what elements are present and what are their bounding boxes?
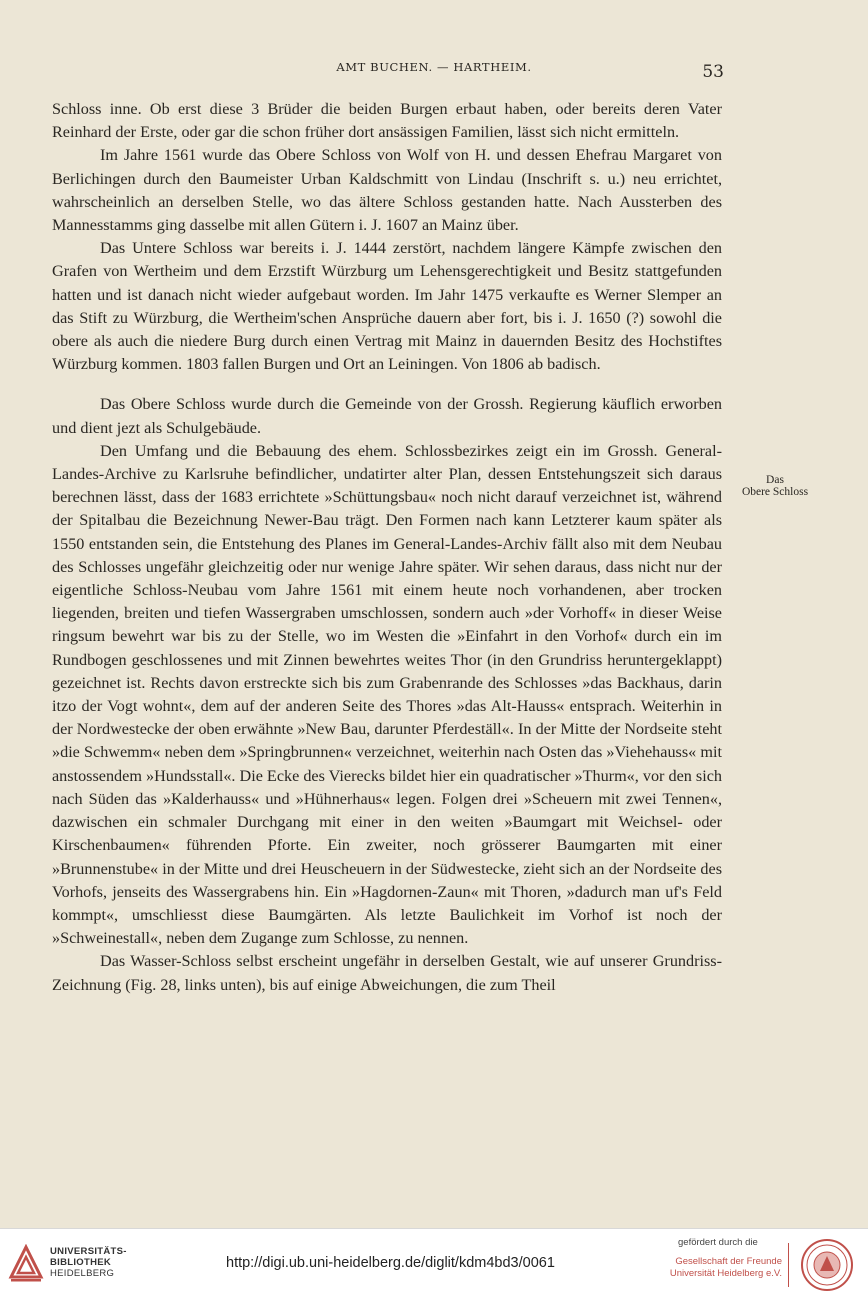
paragraph-1: Schloss inne. Ob erst diese 3 Brüder die beiden Burgen erbaut haben, oder bereits deren Vater Reinhard der Erste, oder gar die schon früher dort ansässigen Familien, lässt sich nicht ermitteln. [52,100,722,142]
sponsor-name [670,1256,782,1280]
body-text [52,98,722,997]
library-line-2: BIBLIOTHEK [50,1257,112,1268]
library-line-3: HEIDELBERG [50,1268,115,1279]
paragraph-3: Das Untere Schloss war bereits i. J. 1444 zerstört, nachdem längere Kämpfe zwischen den Grafen von Wertheim und dem Erzstift Würzburg um Lehensgerechtigkeit und Besitz stattgefunden hatten und ist danach nicht wieder aufgebaut worden. Im Jahr 1475 verkaufte es Werner Slemper an das Stift zu Würzburg, die Wertheim'schen Ansprüche dauern aber fort, bis i. J. 1650 (?) sowohl die obere als auch die niedere Burg durch einen Vertrag mit Mainz in dauernden Besitz des Hochstiftes Würzburg kommen. 1803 fallen Burgen und Ort an Leiningen. Von 1806 ab badisch. [52,239,722,374]
page-number: 53 [702,62,724,82]
running-header [0,60,868,82]
paragraph-5: Den Umfang und die Bebauung des ehem. Schlossbezirkes zeigt ein im Grossh. General-Landes-Archive zu Karlsruhe befindlicher, undatirter alter Plan, dessen Entstehungszeit sich daraus berechnen lässt, dass der 1683 errichtete »Schüttungsbau« noch nicht darauf verzeichnet ist, während der Spitalbau die Bezeichnung Newer-Bau trägt. Den Formen nach kann Letzterer kaum später als 1550 entstanden sein, die Entstehung des Planes im General-Landes-Archiv fällt also mit dem Neubau des Schlosses ungefähr gleichzeitig oder nur wenige Jahre später. Wir sehen daraus, dass nicht nur der eigentliche Schloss-Neubau vom Jahre 1561 mit einem heute noch vorhandenen, aber trocken liegenden, breiten und tiefen Wassergraben umschlossen, sondern auch »der Vorhoff« in dieser Weise ringsum bewehrt war bis zu der Stelle, wo im Westen die »Einfahrt in den Vorhof« durch ein im Rundbogen geschlossenes und mit Zinnen bewehrtes weites Thor (in den Grundriss heruntergeklappt) gezeichnet ist. Rechts davon erstreckte sich bis zum Grabenrande des Schlosses »das Backhaus, darin itzo der Vogt wohnt«, dem auf der anderen Seite des Thores »das Alt-Hauss« entsprach. Weiterhin in der Nordwestecke der oben erwähnte »New Bau, darunter Pferdeställ«. In der Mitte der Nordseite steht »die Schwemm« neben dem »Springbrunnen« verzeichnet, weiterhin nach Osten das »Viehehauss« mit anstossendem »Hundsstall«. Die Ecke des Vierecks bildet hier ein quadratischer »Thurm«, vor den sich nach Süden das »Kalderhauss« und »Hühnerhaus« legen. Folgen drei »Scheuern mit zwei Tennen«, dazwischen ein schmaler Durchgang mit einer in den weiten »Baumgart mit Weichsel- oder Kirschenbaumen« führenden Pforte. Ein zweiter, noch grösserer Baumgarten mit einer »Brunnenstube« in der Mitte und drei Heuscheuern in der Südwestecke, zieht sich an der Nordseite des Vorhofs, jenseits des Wassergrabens hin. Ein »Hagdornen-Zaun« mit Thoren, »dadurch man uf's Feld kommpt«, umschliesst diese Baumgärten. Als letzte Baulichkeit im Vorhof ist noch der »Schweinestall«, neben dem Zugange zum Schlosse, zu nennen. [52,441,722,948]
footer-bar [0,1228,868,1297]
margin-note-line-1: Das [766,474,784,486]
sponsor-line-2: Universität Heidelberg e.V. [669,1268,782,1279]
paragraph-2: Im Jahre 1561 wurde das Obere Schloss von Wolf von H. und dessen Ehefrau Margaret von Berlichingen durch den Baumeister Urban Kaldschmitt von Lindau (Inschrift s. u.) neu errichtet, wahrscheinlich an derselben Stelle, wo das ältere Schloss gestanden hatte. Nach Aussterben des Mannesstamms ging dasselbe mit allen Gütern i. J. 1607 an Mainz über. [52,146,722,235]
university-library-logo-icon [8,1244,44,1284]
library-name [50,1246,127,1279]
university-seal-icon [800,1238,854,1292]
sponsor-line-1: Gesellschaft der Freunde [675,1256,782,1267]
paragraph-6: Das Wasser-Schloss selbst erscheint ungefähr in derselben Gestalt, wie auf unserer Grundriss-Zeichnung (Fig. 28, links unten), bis auf einige Abweichungen, die zum Theil [52,952,722,994]
paragraph-4: Das Obere Schloss wurde durch die Gemeinde von der Grossh. Regierung käuflich erworben und dient jezt als Schulgebäude. [52,395,722,437]
sponsor-divider [788,1243,789,1287]
library-line-1: UNIVERSITÄTS- [50,1246,127,1257]
header-title: AMT BUCHEN. — HARTHEIM. [336,60,532,74]
permalink-url[interactable]: http://digi.ub.uni-heidelberg.de/diglit/kdm4bd3/0061 [226,1255,555,1271]
margin-note [730,474,820,498]
sponsor-label: gefördert durch die [678,1237,758,1248]
margin-note-line-2: Obere Schloss [741,486,809,498]
